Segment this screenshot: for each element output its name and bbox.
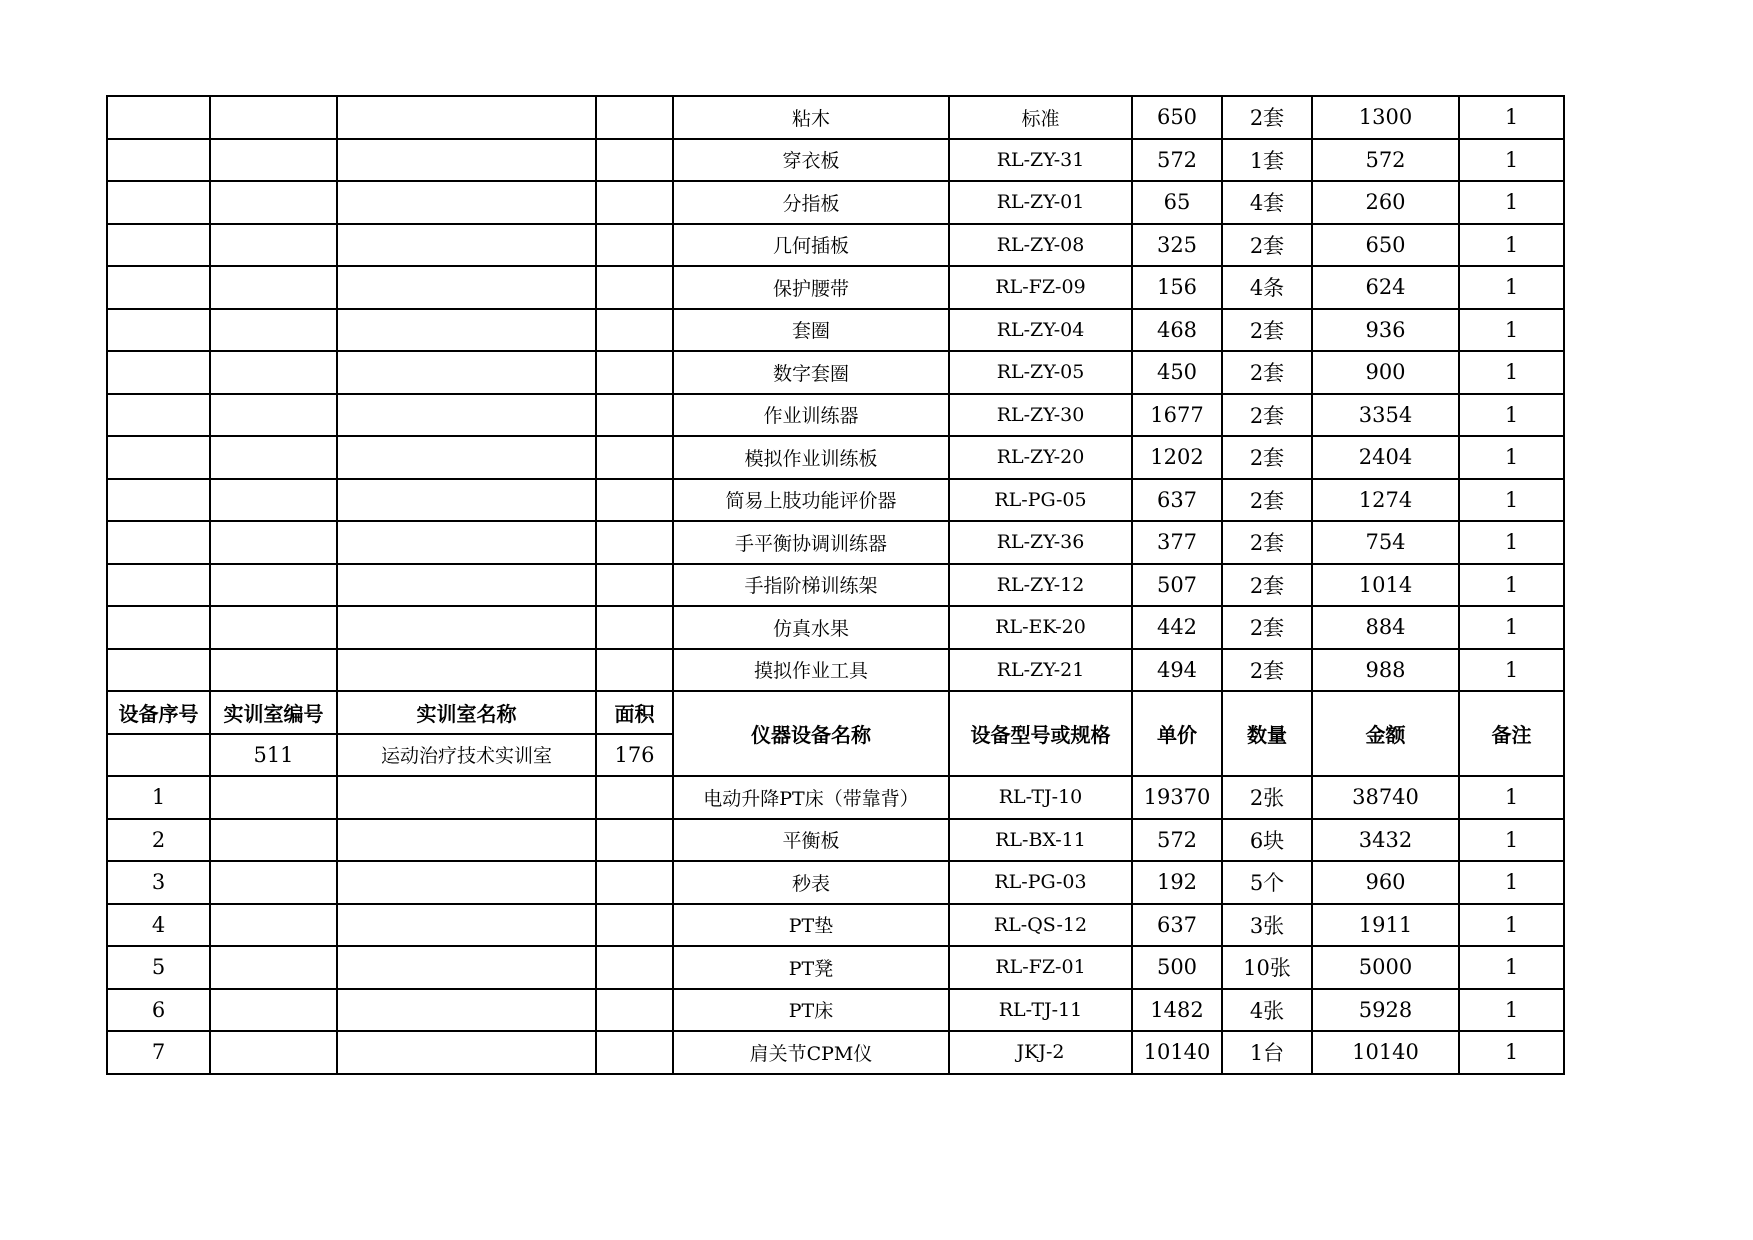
area-cell (596, 394, 673, 437)
instrument-name-cell: 简易上肢功能评价器 (673, 479, 949, 522)
quantity-cell: 2套 (1222, 564, 1312, 607)
device-no-cell (107, 649, 210, 692)
model-spec-cell: RL-ZY-08 (949, 224, 1132, 267)
area-cell (596, 649, 673, 692)
header-model-spec: 设备型号或规格 (949, 691, 1132, 776)
remark-cell: 1 (1459, 351, 1564, 394)
top-rows (107, 96, 1564, 691)
room-code-cell (210, 776, 337, 819)
model-spec-cell: RL-ZY-05 (949, 351, 1132, 394)
amount-cell: 38740 (1312, 776, 1459, 819)
quantity-cell: 4条 (1222, 266, 1312, 309)
unit-price-cell: 572 (1132, 139, 1222, 182)
room-name-cell (337, 479, 596, 522)
model-spec-cell: RL-FZ-01 (949, 946, 1132, 989)
unit-price-cell: 637 (1132, 479, 1222, 522)
remark-cell: 1 (1459, 139, 1564, 182)
room-name-cell (337, 309, 596, 352)
amount-cell: 960 (1312, 861, 1459, 904)
table-row (107, 479, 1564, 522)
room-name-cell (337, 904, 596, 947)
quantity-cell: 1台 (1222, 1031, 1312, 1074)
area-cell (596, 309, 673, 352)
area-cell (596, 861, 673, 904)
quantity-cell: 1套 (1222, 139, 1312, 182)
unit-price-cell: 10140 (1132, 1031, 1222, 1074)
room-code-cell (210, 436, 337, 479)
quantity-cell: 2套 (1222, 521, 1312, 564)
unit-price-cell: 1677 (1132, 394, 1222, 437)
remark-cell: 1 (1459, 649, 1564, 692)
model-spec-cell: RL-TJ-10 (949, 776, 1132, 819)
header-quantity: 数量 (1222, 691, 1312, 776)
room-code-cell (210, 479, 337, 522)
room-name-cell (337, 989, 596, 1032)
amount-cell: 572 (1312, 139, 1459, 182)
room-name-cell (337, 819, 596, 862)
amount-cell: 884 (1312, 606, 1459, 649)
header-block (107, 691, 1564, 776)
area-cell (596, 1031, 673, 1074)
instrument-name-cell: 手平衡协调训练器 (673, 521, 949, 564)
table-row (107, 819, 1564, 862)
room-code-cell (210, 139, 337, 182)
header-instrument-name: 仪器设备名称 (673, 691, 949, 776)
device-no-cell (107, 224, 210, 267)
instrument-name-cell: 数字套圈 (673, 351, 949, 394)
amount-cell: 988 (1312, 649, 1459, 692)
instrument-name-cell: PT床 (673, 989, 949, 1032)
unit-price-cell: 500 (1132, 946, 1222, 989)
header-row (107, 691, 1564, 734)
model-spec-cell: 标准 (949, 96, 1132, 139)
model-spec-cell: RL-ZY-31 (949, 139, 1132, 182)
instrument-name-cell: 模拟作业训练板 (673, 436, 949, 479)
table-row (107, 521, 1564, 564)
instrument-name-cell: 摸拟作业工具 (673, 649, 949, 692)
instrument-name-cell: 秒表 (673, 861, 949, 904)
amount-cell: 1274 (1312, 479, 1459, 522)
room-name-cell (337, 181, 596, 224)
remark-cell: 1 (1459, 479, 1564, 522)
instrument-name-cell: 保护腰带 (673, 266, 949, 309)
room-code-cell (210, 181, 337, 224)
table-row (107, 351, 1564, 394)
quantity-cell: 2套 (1222, 606, 1312, 649)
remark-cell: 1 (1459, 394, 1564, 437)
amount-cell: 936 (1312, 309, 1459, 352)
remark-cell: 1 (1459, 181, 1564, 224)
area-cell (596, 521, 673, 564)
header-unit-price: 单价 (1132, 691, 1222, 776)
room-code-cell (210, 224, 337, 267)
device-no-cell: 4 (107, 904, 210, 947)
model-spec-cell: RL-TJ-11 (949, 989, 1132, 1032)
quantity-cell: 2套 (1222, 351, 1312, 394)
remark-cell: 1 (1459, 436, 1564, 479)
room-name-cell (337, 861, 596, 904)
unit-price-cell: 650 (1132, 96, 1222, 139)
model-spec-cell: RL-PG-03 (949, 861, 1132, 904)
quantity-cell: 5个 (1222, 861, 1312, 904)
device-no-cell: 3 (107, 861, 210, 904)
quantity-cell: 2套 (1222, 436, 1312, 479)
area-cell (596, 139, 673, 182)
room-code-cell (210, 394, 337, 437)
device-no-cell (107, 436, 210, 479)
model-spec-cell: RL-ZY-01 (949, 181, 1132, 224)
header-amount: 金额 (1312, 691, 1459, 776)
room-name-cell (337, 1031, 596, 1074)
room-name-cell (337, 776, 596, 819)
device-no-cell (107, 309, 210, 352)
unit-price-cell: 156 (1132, 266, 1222, 309)
remark-cell: 1 (1459, 266, 1564, 309)
header-remark: 备注 (1459, 691, 1564, 776)
unit-price-cell: 442 (1132, 606, 1222, 649)
bottom-rows (107, 776, 1564, 1074)
header-room-code: 实训室编号 (210, 691, 337, 734)
room-code-cell (210, 904, 337, 947)
unit-price-cell: 1482 (1132, 989, 1222, 1032)
instrument-name-cell: 粘木 (673, 96, 949, 139)
remark-cell: 1 (1459, 989, 1564, 1032)
instrument-name-cell: 仿真水果 (673, 606, 949, 649)
model-spec-cell: RL-ZY-30 (949, 394, 1132, 437)
room-name-cell (337, 96, 596, 139)
table-row (107, 266, 1564, 309)
unit-price-cell: 637 (1132, 904, 1222, 947)
room-name-cell (337, 436, 596, 479)
model-spec-cell: RL-BX-11 (949, 819, 1132, 862)
quantity-cell: 2套 (1222, 649, 1312, 692)
room-device-no-cell (107, 734, 210, 777)
instrument-name-cell: 套圈 (673, 309, 949, 352)
quantity-cell: 2套 (1222, 96, 1312, 139)
quantity-cell: 2套 (1222, 479, 1312, 522)
area-cell (596, 266, 673, 309)
model-spec-cell: RL-ZY-04 (949, 309, 1132, 352)
device-no-cell: 2 (107, 819, 210, 862)
amount-cell: 650 (1312, 224, 1459, 267)
model-spec-cell: RL-ZY-12 (949, 564, 1132, 607)
area-cell (596, 606, 673, 649)
room-name-cell (337, 139, 596, 182)
table-row (107, 649, 1564, 692)
unit-price-cell: 494 (1132, 649, 1222, 692)
quantity-cell: 10张 (1222, 946, 1312, 989)
device-no-cell (107, 266, 210, 309)
table-row (107, 946, 1564, 989)
table-row (107, 564, 1564, 607)
amount-cell: 5000 (1312, 946, 1459, 989)
unit-price-cell: 450 (1132, 351, 1222, 394)
amount-cell: 3432 (1312, 819, 1459, 862)
amount-cell: 900 (1312, 351, 1459, 394)
table-row (107, 139, 1564, 182)
remark-cell: 1 (1459, 224, 1564, 267)
amount-cell: 1911 (1312, 904, 1459, 947)
quantity-cell: 2套 (1222, 224, 1312, 267)
area-cell (596, 946, 673, 989)
instrument-name-cell: 平衡板 (673, 819, 949, 862)
model-spec-cell: RL-ZY-21 (949, 649, 1132, 692)
area-cell (596, 224, 673, 267)
device-no-cell: 7 (107, 1031, 210, 1074)
device-no-cell (107, 139, 210, 182)
room-area: 176 (596, 734, 673, 777)
remark-cell: 1 (1459, 564, 1564, 607)
instrument-name-cell: 手指阶梯训练架 (673, 564, 949, 607)
room-code-cell (210, 564, 337, 607)
model-spec-cell: JKJ-2 (949, 1031, 1132, 1074)
room-name-cell (337, 521, 596, 564)
unit-price-cell: 468 (1132, 309, 1222, 352)
table-row (107, 904, 1564, 947)
unit-price-cell: 65 (1132, 181, 1222, 224)
room-code-cell (210, 819, 337, 862)
room-code-cell (210, 266, 337, 309)
device-no-cell (107, 96, 210, 139)
remark-cell: 1 (1459, 1031, 1564, 1074)
remark-cell: 1 (1459, 309, 1564, 352)
amount-cell: 5928 (1312, 989, 1459, 1032)
instrument-name-cell: 穿衣板 (673, 139, 949, 182)
quantity-cell: 4套 (1222, 181, 1312, 224)
room-code-cell (210, 649, 337, 692)
room-code-cell (210, 351, 337, 394)
amount-cell: 1300 (1312, 96, 1459, 139)
area-cell (596, 776, 673, 819)
device-no-cell (107, 351, 210, 394)
area-cell (596, 564, 673, 607)
model-spec-cell: RL-FZ-09 (949, 266, 1132, 309)
unit-price-cell: 572 (1132, 819, 1222, 862)
quantity-cell: 6块 (1222, 819, 1312, 862)
unit-price-cell: 1202 (1132, 436, 1222, 479)
room-name-cell (337, 946, 596, 989)
remark-cell: 1 (1459, 776, 1564, 819)
remark-cell: 1 (1459, 861, 1564, 904)
room-name-cell (337, 266, 596, 309)
amount-cell: 10140 (1312, 1031, 1459, 1074)
unit-price-cell: 377 (1132, 521, 1222, 564)
remark-cell: 1 (1459, 96, 1564, 139)
instrument-name-cell: 作业训练器 (673, 394, 949, 437)
room-code-cell (210, 861, 337, 904)
room-name: 运动治疗技术实训室 (337, 734, 596, 777)
header-device-no: 设备序号 (107, 691, 210, 734)
quantity-cell: 3张 (1222, 904, 1312, 947)
remark-cell: 1 (1459, 819, 1564, 862)
instrument-name-cell: PT垫 (673, 904, 949, 947)
area-cell (596, 819, 673, 862)
remark-cell: 1 (1459, 946, 1564, 989)
device-no-cell (107, 521, 210, 564)
unit-price-cell: 192 (1132, 861, 1222, 904)
amount-cell: 3354 (1312, 394, 1459, 437)
amount-cell: 624 (1312, 266, 1459, 309)
table-row (107, 224, 1564, 267)
remark-cell: 1 (1459, 606, 1564, 649)
area-cell (596, 96, 673, 139)
header-area: 面积 (596, 691, 673, 734)
room-name-cell (337, 224, 596, 267)
model-spec-cell: RL-ZY-36 (949, 521, 1132, 564)
table-row (107, 861, 1564, 904)
table-row (107, 989, 1564, 1032)
device-no-cell (107, 479, 210, 522)
remark-cell: 1 (1459, 521, 1564, 564)
model-spec-cell: RL-PG-05 (949, 479, 1132, 522)
model-spec-cell: RL-EK-20 (949, 606, 1132, 649)
quantity-cell: 2套 (1222, 309, 1312, 352)
unit-price-cell: 19370 (1132, 776, 1222, 819)
quantity-cell: 2张 (1222, 776, 1312, 819)
amount-cell: 2404 (1312, 436, 1459, 479)
amount-cell: 1014 (1312, 564, 1459, 607)
equipment-table (106, 95, 1565, 1075)
room-code-cell (210, 606, 337, 649)
instrument-name-cell: PT凳 (673, 946, 949, 989)
table-row (107, 181, 1564, 224)
area-cell (596, 181, 673, 224)
area-cell (596, 479, 673, 522)
device-no-cell (107, 564, 210, 607)
unit-price-cell: 507 (1132, 564, 1222, 607)
room-code-cell (210, 946, 337, 989)
device-no-cell: 5 (107, 946, 210, 989)
device-no-cell: 6 (107, 989, 210, 1032)
device-no-cell: 1 (107, 776, 210, 819)
room-code-cell (210, 521, 337, 564)
room-name-cell (337, 606, 596, 649)
area-cell (596, 989, 673, 1032)
room-code: 511 (210, 734, 337, 777)
quantity-cell: 4张 (1222, 989, 1312, 1032)
table-row (107, 436, 1564, 479)
room-name-cell (337, 394, 596, 437)
instrument-name-cell: 肩关节CPM仪 (673, 1031, 949, 1074)
unit-price-cell: 325 (1132, 224, 1222, 267)
amount-cell: 754 (1312, 521, 1459, 564)
quantity-cell: 2套 (1222, 394, 1312, 437)
area-cell (596, 351, 673, 394)
table-row (107, 309, 1564, 352)
table-row (107, 606, 1564, 649)
remark-cell: 1 (1459, 904, 1564, 947)
table-row (107, 394, 1564, 437)
device-no-cell (107, 394, 210, 437)
instrument-name-cell: 分指板 (673, 181, 949, 224)
room-code-cell (210, 309, 337, 352)
room-name-cell (337, 351, 596, 394)
room-code-cell (210, 989, 337, 1032)
device-no-cell (107, 181, 210, 224)
model-spec-cell: RL-ZY-20 (949, 436, 1132, 479)
table-row (107, 96, 1564, 139)
room-name-cell (337, 649, 596, 692)
header-room-name: 实训室名称 (337, 691, 596, 734)
area-cell (596, 436, 673, 479)
area-cell (596, 904, 673, 947)
amount-cell: 260 (1312, 181, 1459, 224)
instrument-name-cell: 几何插板 (673, 224, 949, 267)
room-name-cell (337, 564, 596, 607)
instrument-name-cell: 电动升降PT床（带靠背） (673, 776, 949, 819)
room-code-cell (210, 96, 337, 139)
model-spec-cell: RL-QS-12 (949, 904, 1132, 947)
table-row (107, 1031, 1564, 1074)
room-code-cell (210, 1031, 337, 1074)
table-row (107, 776, 1564, 819)
device-no-cell (107, 606, 210, 649)
